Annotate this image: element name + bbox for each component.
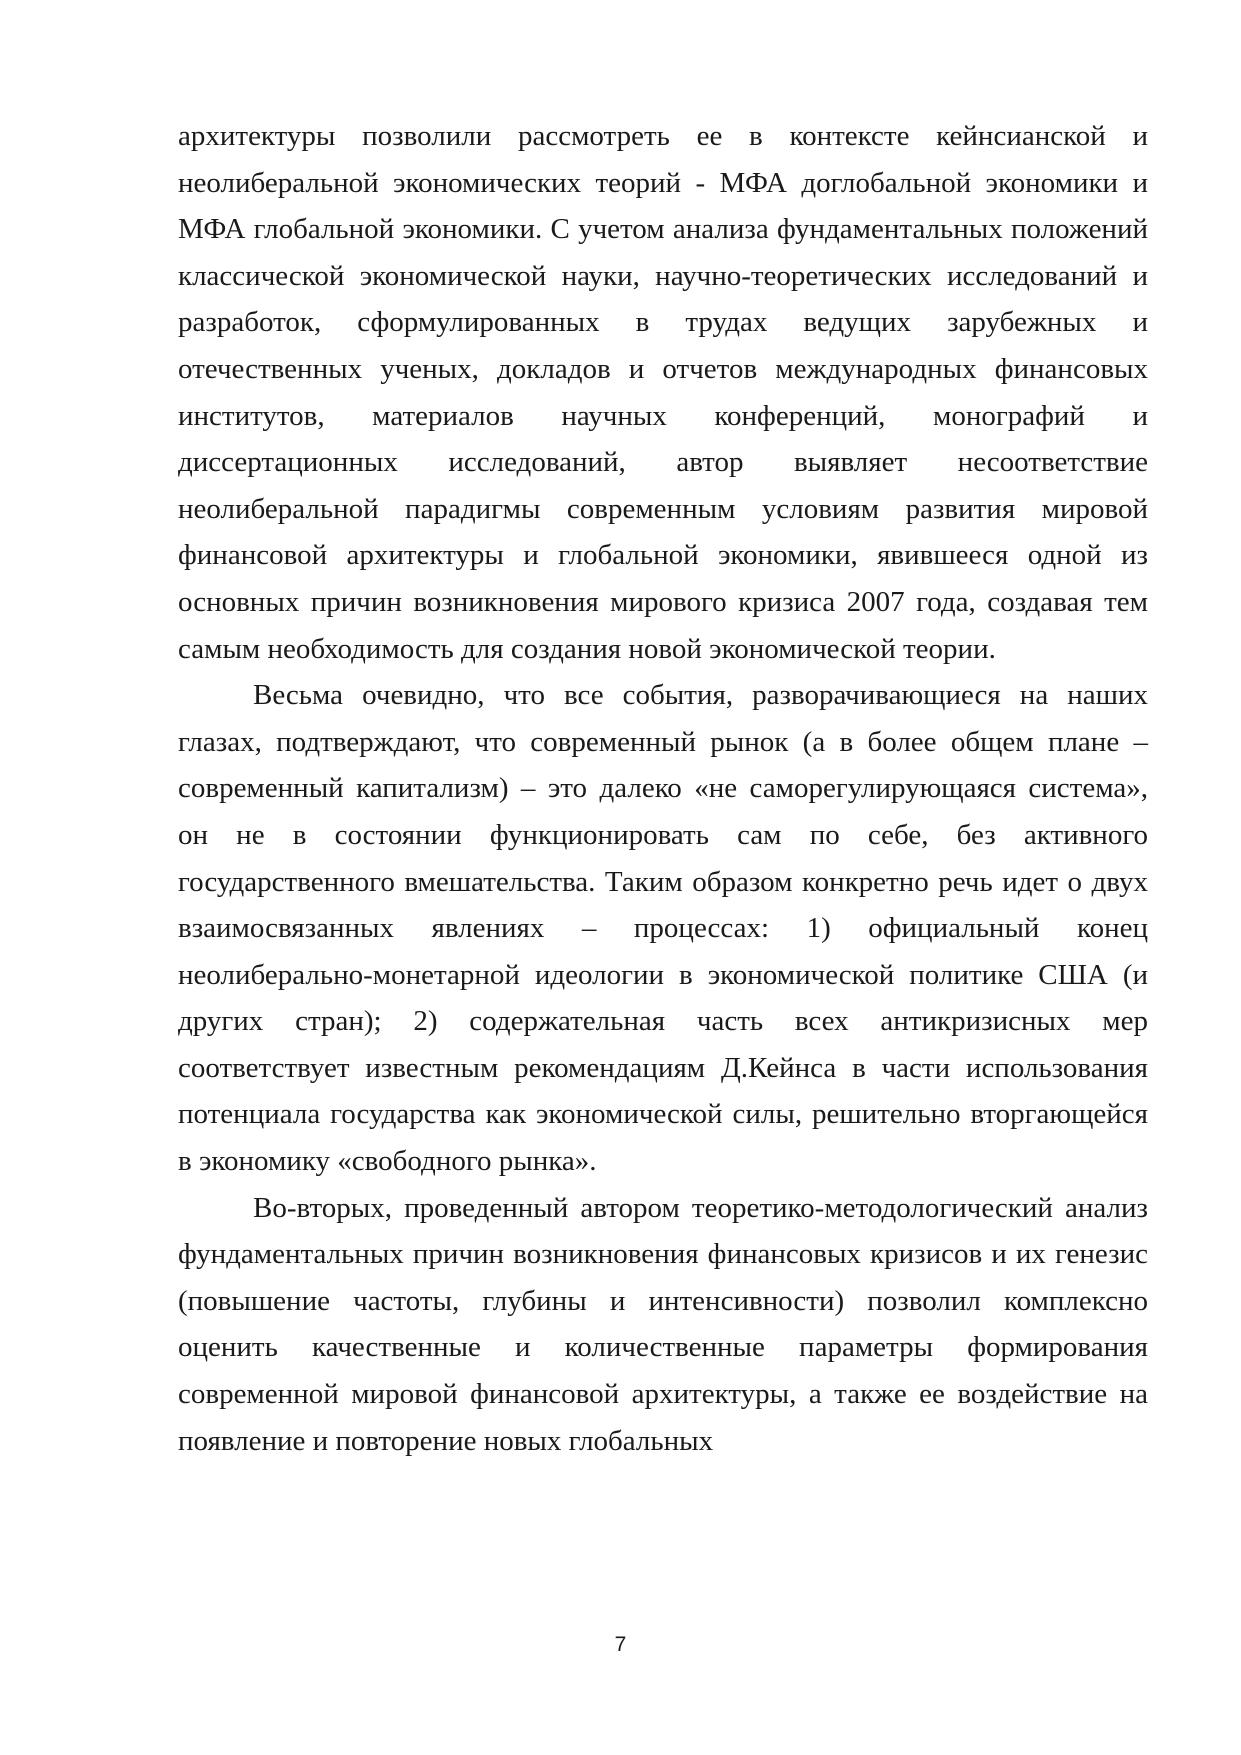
paragraph-1: архитектуры позволили рассмотреть ее в контексте кейнсианской и неолиберальной экономических теорий - МФА доглобальной экономики и МФА глобальной экономики. С учетом анализа фундаментальных положений классической экономической науки, научно-теоретических исследований и разработок, сформулированных в трудах ведущих зарубежных и отечественных ученых, докладов и отчетов международных финансовых институтов, материалов научных конференций, монографий и диссертационных исследований, автор выявляет несоответствие неолиберальной парадигмы современным условиям развития мировой финансовой архитектуры и глобальной экономики, явившееся одной из основных причин возникновения мирового кризиса 2007 года, создавая тем самым необходимость для создания новой экономической теории. xyxy=(178,120,1148,665)
page-number: 7 xyxy=(614,1633,627,1656)
paragraph-2: Весьма очевидно, что все события, разворачивающиеся на наших глазах, подтверждают, что современный рынок (а в более общем плане – современный капитализм) – это далеко «не саморегулирующаяся система», он не в состоянии функционировать сам по себе, без активного государственного вмешательства. Таким образом конкретно речь идет о двух взаимосвязанных явлениях – процессах: 1) официальный конец неолиберально-монетарной идеологии в экономической политике США (и других стран); 2) содержательная часть всех антикризисных мер соответствует известным рекомендациям Д.Кейнса в части использования потенциала государства как экономической силы, решительно вторгающейся в экономику «свободного рынка». xyxy=(178,679,1148,1178)
paragraph-3: Во-вторых, проведенный автором теоретико-методологический анализ фундаментальных причин возникновения финансовых кризисов и их генезис (повышение частоты, глубины и интенсивности) позволил комплексно оценить качественные и количественные параметры формирования современной мировой финансовой архитектуры, а также ее воздействие на появление и повторение новых глобальных xyxy=(178,1191,1148,1457)
body-text xyxy=(178,113,1148,1464)
